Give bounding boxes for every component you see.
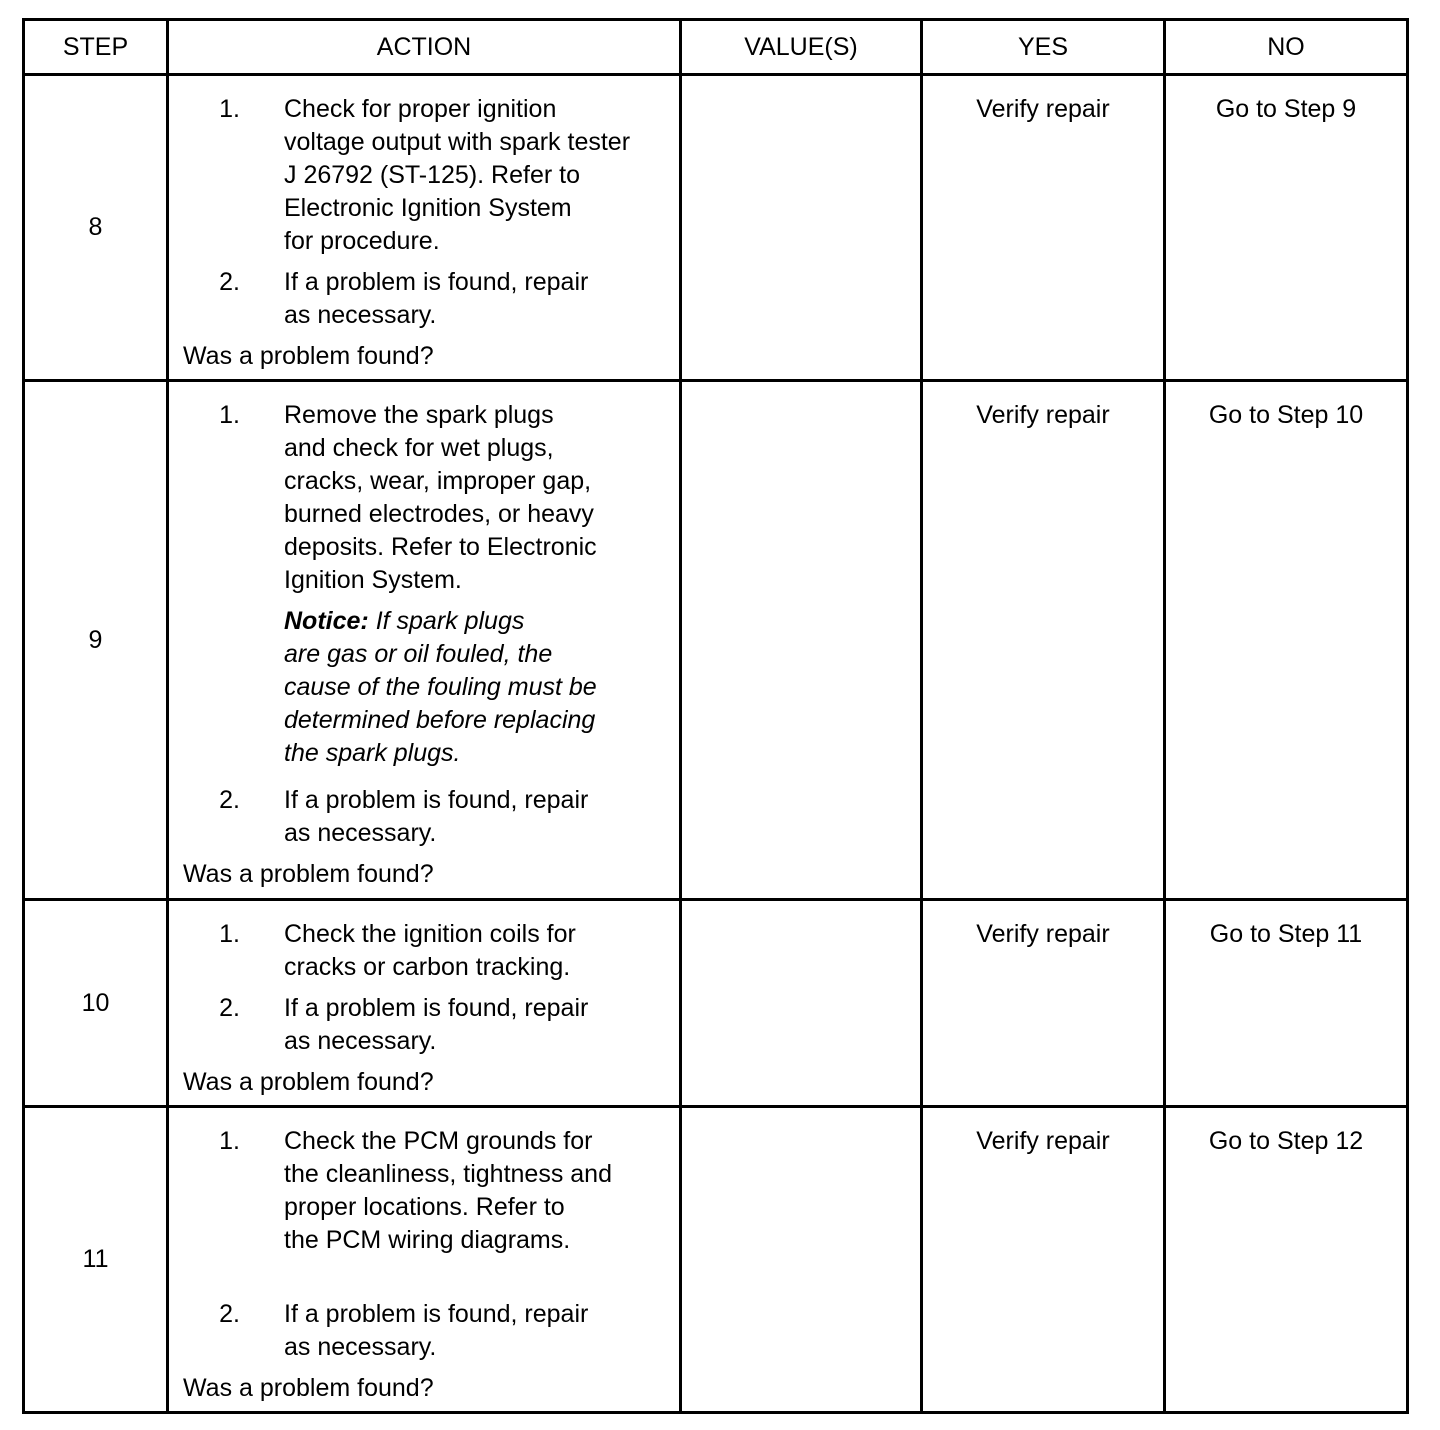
table-row [24, 1107, 1408, 1413]
notice-label: Notice: [284, 607, 369, 635]
item-text [284, 266, 588, 332]
header-no: NO [1165, 20, 1408, 75]
action-cell [168, 900, 681, 1107]
question: Was a problem found? [183, 1068, 434, 1096]
yes-action: Verify repair [922, 1107, 1165, 1413]
item-text [284, 93, 630, 258]
step-number: 9 [24, 381, 168, 900]
text-line: cracks, wear, improper gap, [284, 467, 592, 495]
notice-line: cause of the fouling must be [284, 673, 597, 701]
question: Was a problem found? [183, 342, 434, 370]
text-line: If a problem is found, repair [284, 994, 589, 1022]
text-line: If a problem is found, repair [284, 268, 589, 296]
diagnostic-table [22, 18, 1409, 1414]
text-line: If a problem is found, repair [284, 1300, 589, 1328]
action-item [169, 93, 679, 258]
no-action: Go to Step 9 [1165, 75, 1408, 381]
item-number: 1. [219, 401, 240, 429]
header-row [24, 20, 1408, 75]
header-action: ACTION [168, 20, 681, 75]
yes-action: Verify repair [922, 900, 1165, 1107]
step-number: 11 [24, 1107, 168, 1413]
action-item [169, 992, 679, 1058]
text-line: as necessary. [284, 819, 437, 847]
text-line: burned electrodes, or heavy [284, 500, 594, 528]
text-line: If a problem is found, repair [284, 786, 589, 814]
action-cell [168, 1107, 681, 1413]
notice-line: are gas or oil fouled, the [284, 640, 553, 668]
text-line: proper locations. Refer to [284, 1193, 565, 1221]
no-action: Go to Step 11 [1165, 900, 1408, 1107]
action-item [169, 784, 679, 850]
action-item [169, 399, 679, 597]
header-values: VALUE(S) [681, 20, 922, 75]
text-line: and check for wet plugs, [284, 434, 554, 462]
item-number: 2. [219, 786, 240, 814]
values-cell [681, 1107, 922, 1413]
text-line: deposits. Refer to Electronic [284, 533, 597, 561]
item-number: 1. [219, 1127, 240, 1155]
text-line: Check the PCM grounds for [284, 1127, 593, 1155]
values-cell [681, 381, 922, 900]
text-line: for procedure. [284, 227, 440, 255]
text-line: Check the ignition coils for [284, 920, 576, 948]
notice-line: determined before replacing [284, 706, 596, 734]
action-item [169, 266, 679, 332]
item-number: 2. [219, 1300, 240, 1328]
header-yes: YES [922, 20, 1165, 75]
table-row [24, 75, 1408, 381]
step-number: 10 [24, 900, 168, 1107]
text-line: Electronic Ignition System [284, 194, 572, 222]
text-line: the cleanliness, tightness and [284, 1160, 612, 1188]
text-line: as necessary. [284, 301, 437, 329]
action-cell [168, 381, 681, 900]
action-item [169, 918, 679, 984]
item-text [284, 1298, 588, 1364]
item-number: 2. [219, 268, 240, 296]
no-action: Go to Step 10 [1165, 381, 1408, 900]
notice-line: the spark plugs. [284, 739, 461, 767]
item-text [284, 399, 597, 597]
text-line: Check for proper ignition [284, 95, 557, 123]
action-item [169, 1125, 679, 1257]
table-row [24, 900, 1408, 1107]
item-number: 1. [219, 95, 240, 123]
text-line: Remove the spark plugs [284, 401, 554, 429]
no-action: Go to Step 12 [1165, 1107, 1408, 1413]
text-line: voltage output with spark tester [284, 128, 631, 156]
item-text [284, 784, 588, 850]
action-cell [168, 75, 681, 381]
header-step: STEP [24, 20, 168, 75]
question: Was a problem found? [183, 860, 434, 888]
item-number: 1. [219, 920, 240, 948]
yes-action: Verify repair [922, 381, 1165, 900]
item-text [284, 992, 588, 1058]
table-row [24, 381, 1408, 900]
notice [284, 605, 679, 770]
item-text [284, 918, 576, 984]
text-line: as necessary. [284, 1027, 437, 1055]
notice-line [284, 605, 679, 638]
notice-text: If spark plugs [375, 607, 525, 635]
step-number: 8 [24, 75, 168, 381]
text-line: Ignition System. [284, 566, 462, 594]
action-item [169, 1298, 679, 1364]
text-line: J 26792 (ST-125). Refer to [284, 161, 580, 189]
text-line: the PCM wiring diagrams. [284, 1226, 571, 1254]
text-line: as necessary. [284, 1333, 437, 1361]
values-cell [681, 900, 922, 1107]
item-text [284, 1125, 612, 1257]
question: Was a problem found? [183, 1374, 434, 1402]
text-line: cracks or carbon tracking. [284, 953, 571, 981]
values-cell [681, 75, 922, 381]
yes-action: Verify repair [922, 75, 1165, 381]
item-number: 2. [219, 994, 240, 1022]
